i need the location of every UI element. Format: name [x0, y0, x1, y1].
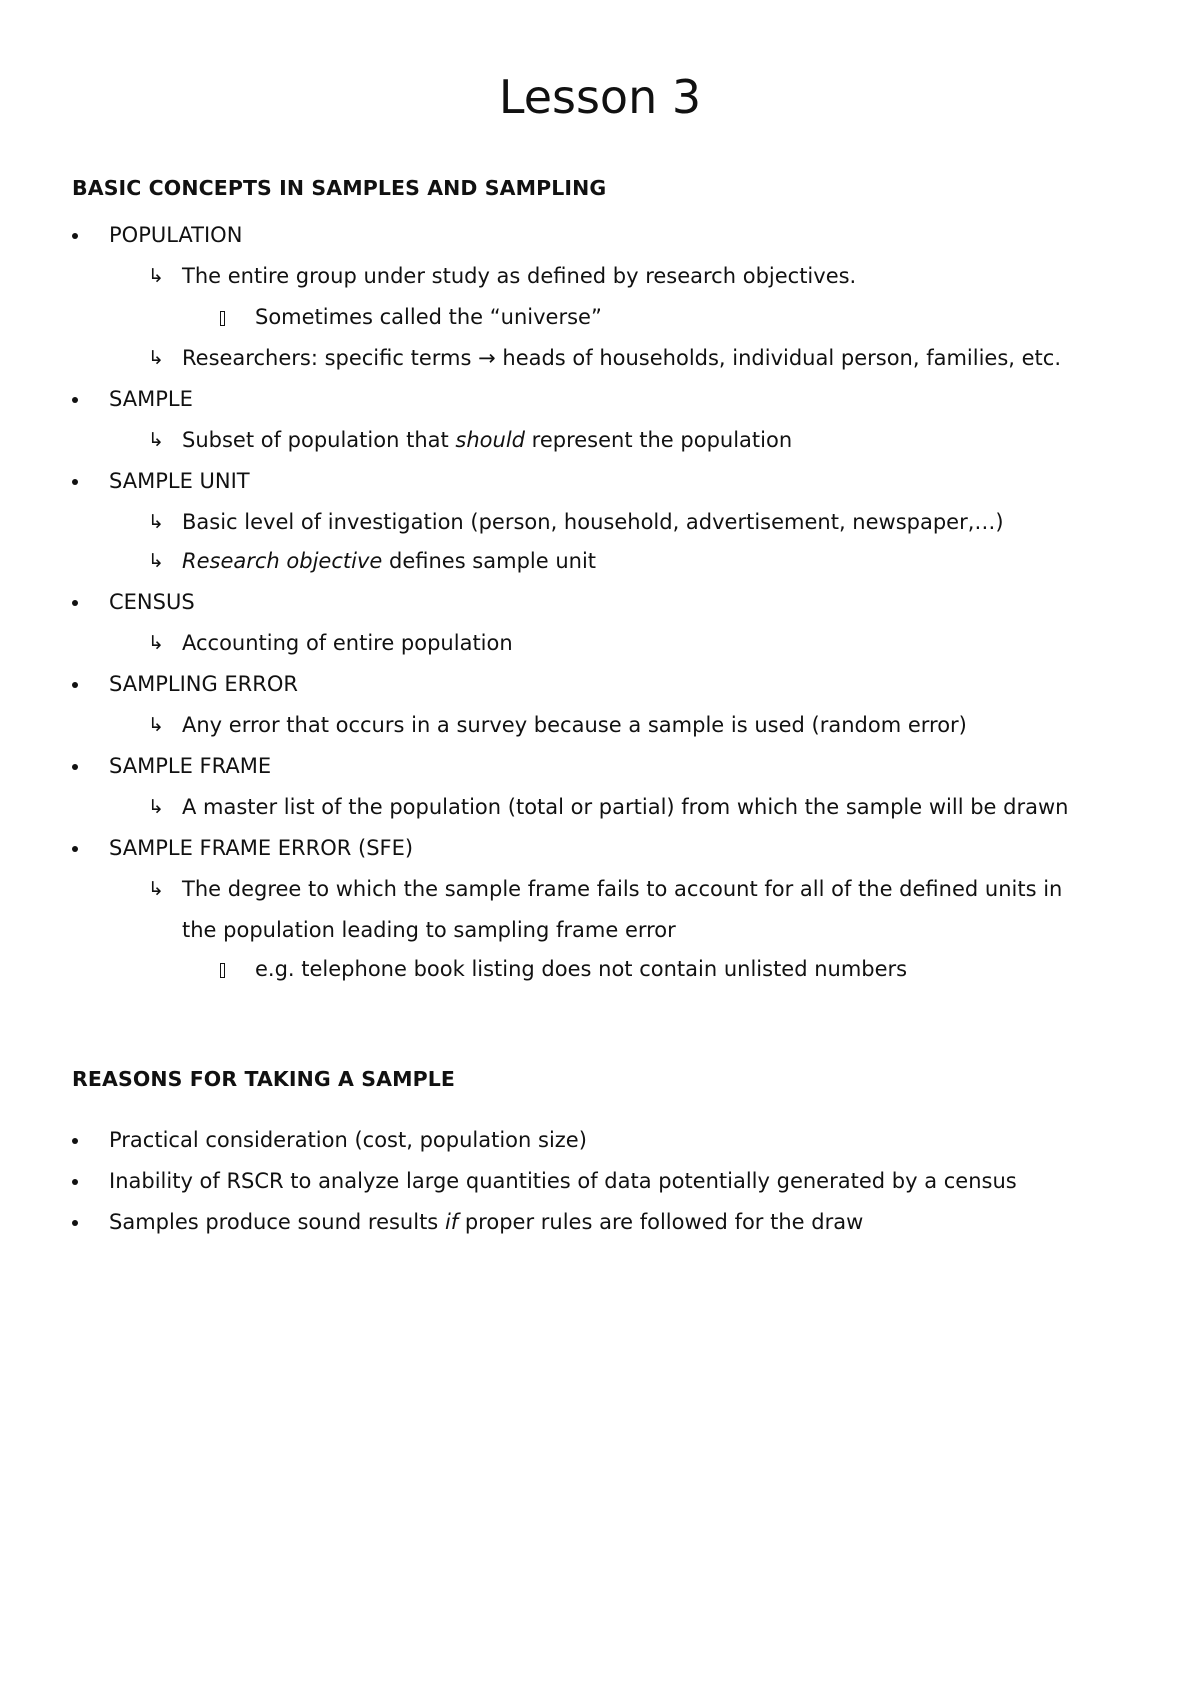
sub-arrow-icon: ↳ [148, 429, 164, 451]
bullet-dot [72, 1126, 78, 1154]
sub-arrow-icon: ↳ [148, 878, 164, 900]
sample-unit-objective: Research objective defines sample unit [182, 549, 597, 573]
term-sampling-error: SAMPLING ERROR [109, 672, 298, 696]
sub-arrow-icon: ↳ [148, 265, 164, 287]
section-heading-basic-concepts: BASIC CONCEPTS IN SAMPLES AND SAMPLING [72, 176, 607, 200]
bullet-dot [72, 752, 78, 780]
sub-arrow-icon: ↳ [148, 550, 164, 572]
term-sample-unit: SAMPLE UNIT [109, 469, 250, 493]
box-bullet-icon [220, 955, 225, 983]
sfe-definition-line2: the population leading to sampling frame error [182, 918, 676, 942]
section-heading-reasons: REASONS FOR TAKING A SAMPLE [72, 1067, 455, 1091]
bullet-dot [72, 221, 78, 249]
sfe-definition-line1: The degree to which the sample frame fails to account for all of the defined units in [182, 877, 1063, 901]
right-arrow-icon: → [478, 346, 496, 370]
term-population: POPULATION [109, 223, 243, 247]
reason-item-1: Practical consideration (cost, population size) [109, 1128, 587, 1152]
bullet-dot [72, 1167, 78, 1195]
bullet-dot [72, 467, 78, 495]
sub-arrow-icon: ↳ [148, 796, 164, 818]
page-title: Lesson 3 [498, 70, 702, 124]
sampling-error-definition: Any error that occurs in a survey because a sample is used (random error) [182, 713, 967, 737]
reason-item-3: Samples produce sound results if proper rules are followed for the draw [109, 1210, 864, 1234]
sample-unit-definition: Basic level of investigation (person, household, advertisement, newspaper,…) [182, 510, 1004, 534]
population-note: Sometimes called the “universe” [255, 305, 602, 329]
bullet-dot [72, 1208, 78, 1236]
population-definition: The entire group under study as defined by research objectives. [182, 264, 857, 288]
box-bullet-icon [220, 303, 225, 331]
sub-arrow-icon: ↳ [148, 632, 164, 654]
sample-frame-definition: A master list of the population (total or partial) from which the sample will be drawn [182, 795, 1069, 819]
bullet-dot [72, 385, 78, 413]
sub-arrow-icon: ↳ [148, 511, 164, 533]
bullet-dot [72, 834, 78, 862]
sub-arrow-icon: ↳ [148, 347, 164, 369]
population-researchers: Researchers: specific terms → heads of households, individual person, families, etc. [182, 346, 1062, 370]
bullet-dot [72, 588, 78, 616]
sfe-example: e.g. telephone book listing does not contain unlisted numbers [255, 957, 908, 981]
census-definition: Accounting of entire population [182, 631, 513, 655]
bullet-dot [72, 670, 78, 698]
term-sample-frame: SAMPLE FRAME [109, 754, 272, 778]
term-sample-frame-error: SAMPLE FRAME ERROR (SFE) [109, 836, 414, 860]
sample-definition: Subset of population that should represent the population [182, 428, 793, 452]
sub-arrow-icon: ↳ [148, 714, 164, 736]
term-sample: SAMPLE [109, 387, 193, 411]
term-census: CENSUS [109, 590, 195, 614]
reason-item-2: Inability of RSCR to analyze large quantities of data potentially generated by a census [109, 1169, 1017, 1193]
